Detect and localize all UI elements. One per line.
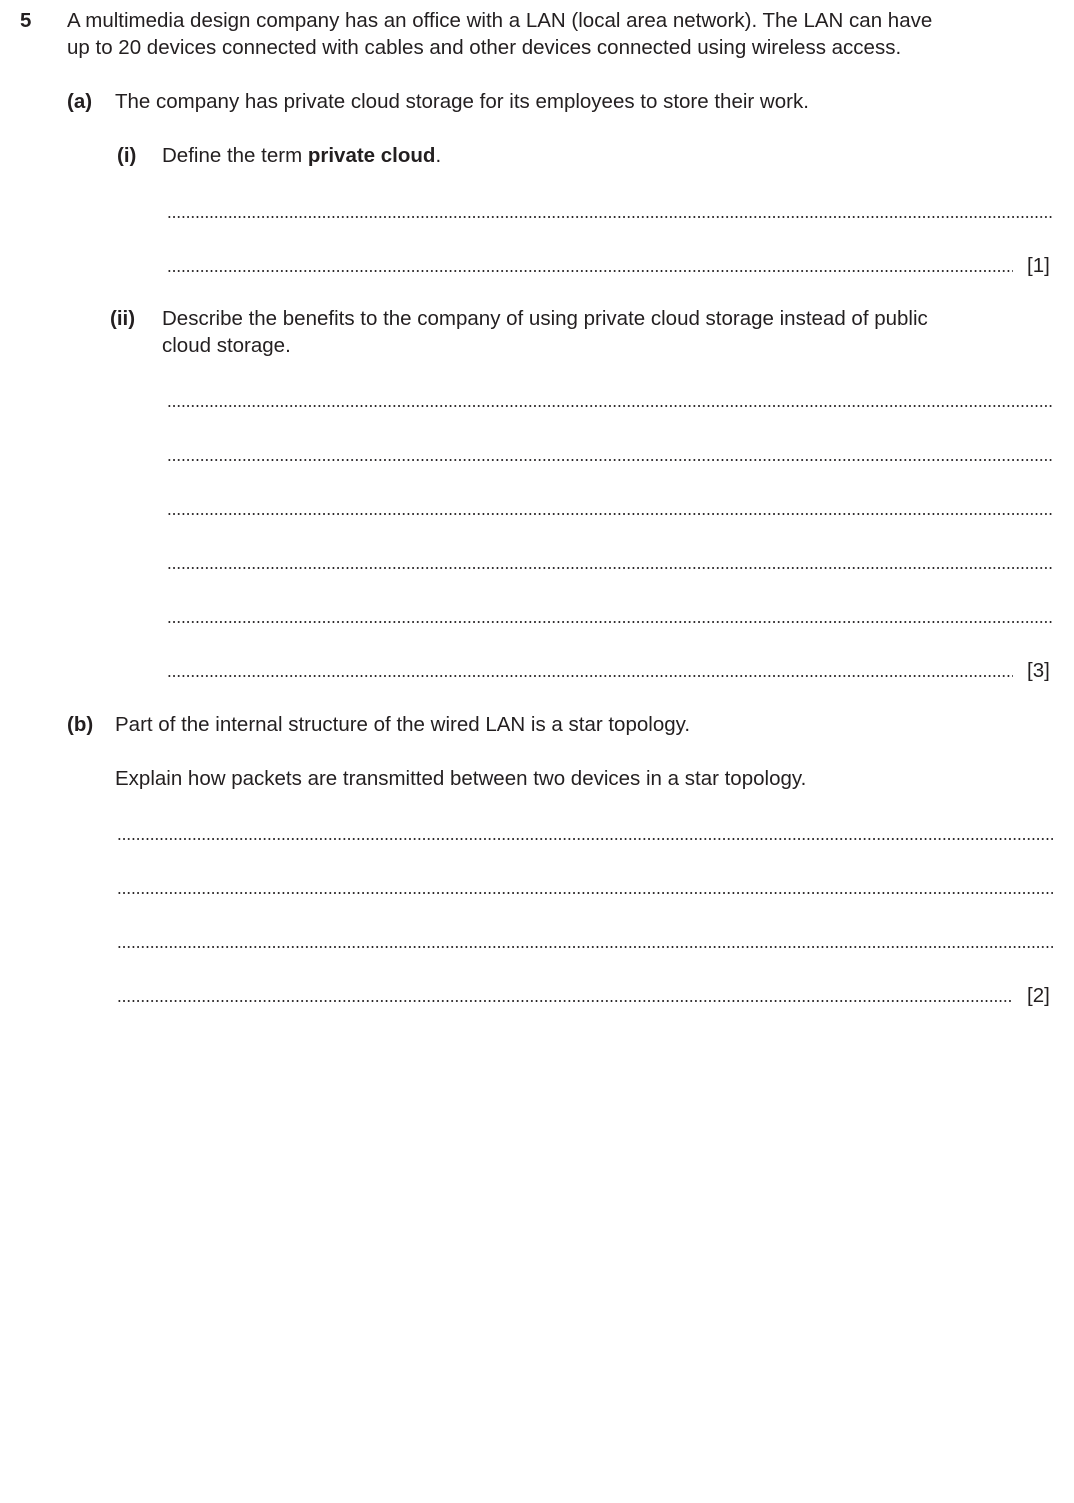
part-b-instruction: Explain how packets are transmitted between two devices in a star topology. <box>115 767 807 790</box>
marks-b: [2] <box>1027 984 1050 1007</box>
part-a-i-text: Define the term <box>162 144 308 167</box>
answer-line-a-i-2[interactable] <box>167 270 1013 272</box>
answer-line-a-ii-1[interactable] <box>167 405 1053 407</box>
part-a-label: (a) <box>67 90 93 113</box>
question-intro-line-1: A multimedia design company has an office with a LAN (local area network). The LAN can have <box>67 9 933 32</box>
part-a-text: The company has private cloud storage for its employees to store their work. <box>115 90 809 113</box>
answer-line-b-4[interactable] <box>117 1000 1013 1002</box>
answer-line-a-ii-4[interactable] <box>167 567 1053 569</box>
part-a-ii-text-line-2: cloud storage. <box>162 334 291 357</box>
answer-line-a-ii-5[interactable] <box>167 621 1053 623</box>
answer-line-b-3[interactable] <box>117 946 1053 948</box>
answer-line-b-1[interactable] <box>117 838 1053 840</box>
part-a-ii-label: (ii) <box>110 307 136 330</box>
part-b-text: Part of the internal structure of the wired LAN is a star topology. <box>115 713 691 736</box>
part-a-i-text-end: . <box>435 144 442 167</box>
part-a-ii-text-line-1: Describe the benefits to the company of using private cloud storage instead of public <box>162 307 928 330</box>
answer-line-a-ii-3[interactable] <box>167 513 1053 515</box>
part-a-i-bold-term: private cloud <box>307 144 436 167</box>
answer-line-a-i-1[interactable] <box>167 216 1053 218</box>
part-a-i-label: (i) <box>117 144 137 167</box>
part-a-i-question <box>162 142 441 169</box>
marks-a-i: [1] <box>1027 254 1050 277</box>
question-intro-line-2: up to 20 devices connected with cables and other devices connected using wireless access. <box>67 36 902 59</box>
part-b-label: (b) <box>67 713 94 736</box>
marks-a-ii: [3] <box>1027 659 1050 682</box>
answer-line-b-2[interactable] <box>117 892 1053 894</box>
answer-line-a-ii-6[interactable] <box>167 675 1013 677</box>
question-number: 5 <box>20 9 32 32</box>
answer-line-a-ii-2[interactable] <box>167 459 1053 461</box>
